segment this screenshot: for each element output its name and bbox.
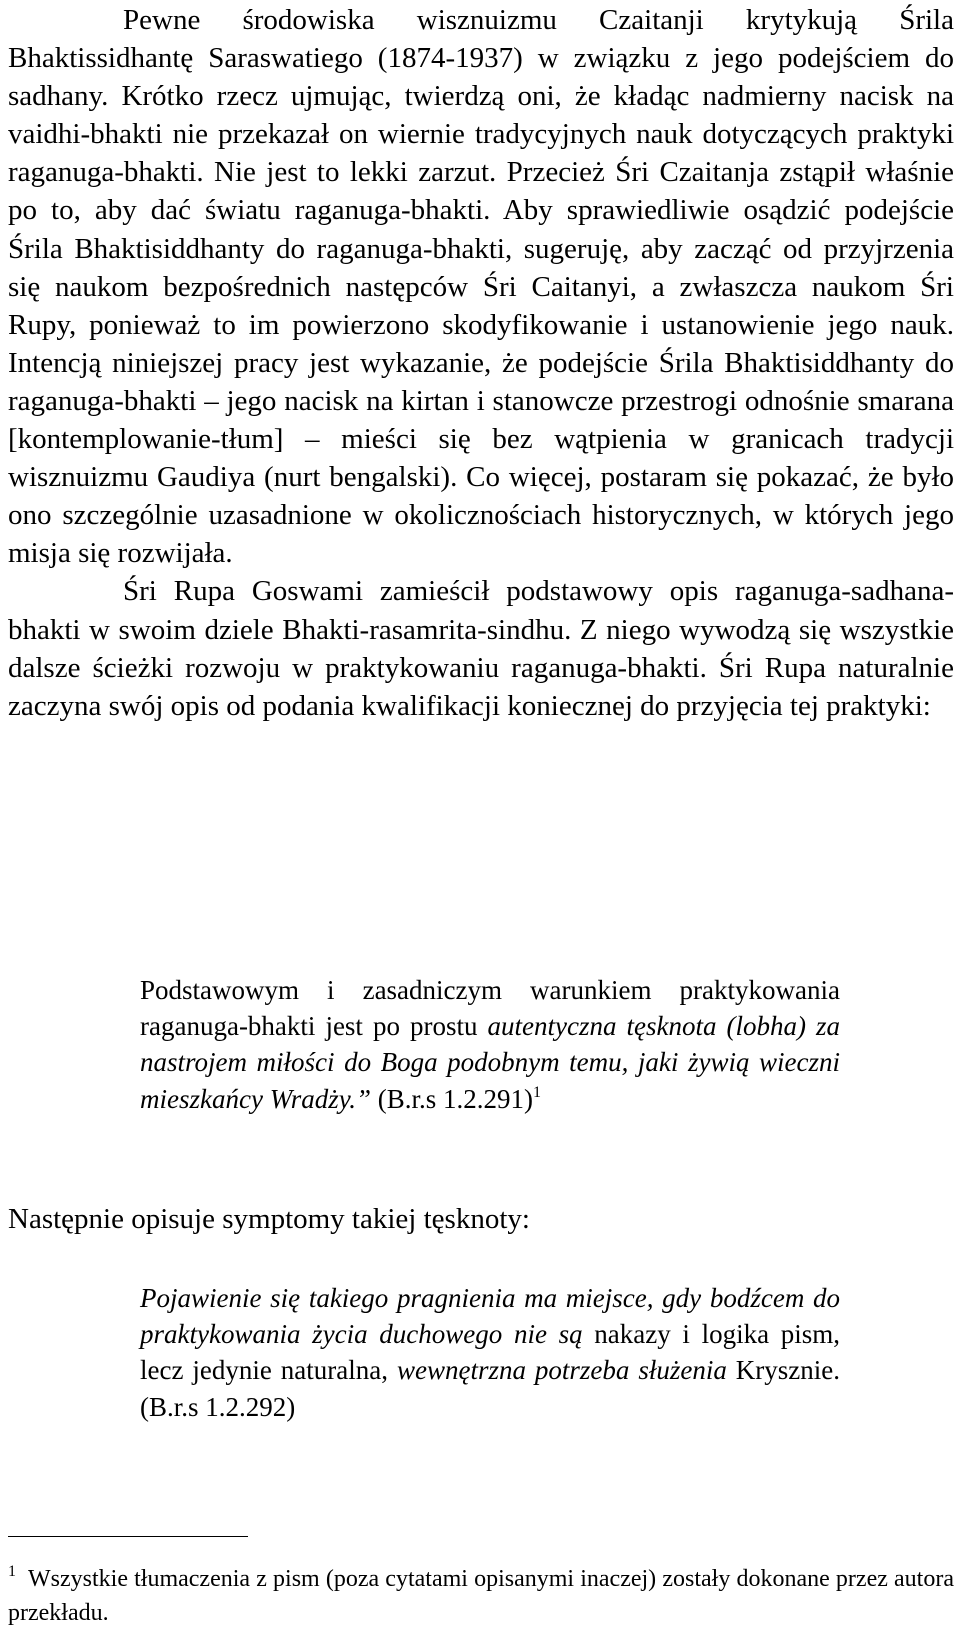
block-quote-qualification xyxy=(140,972,840,1117)
footnote-separator xyxy=(8,1536,248,1537)
main-text xyxy=(8,1,954,725)
footnote-text: Wszystkie tłumaczenia z pism (poza cytatami opisanymi inaczej) zostały dokonane przez autora przekładu. xyxy=(8,1566,954,1626)
quote-text-italic-a: Pojawienie się takiego pragnienia ma miejsce, gdy bodźcem do praktykowania życia duchowego nie są xyxy=(140,1283,840,1350)
quote-text-italic-b: wewnętrzna potrzeba służenia xyxy=(396,1355,727,1386)
footnote-reference-marker: 1 xyxy=(532,1083,541,1101)
paragraph-criticism: Pewne środowiska wisznuizmu Czaitanji krytykują Śrila Bhaktissidhantę Saraswatiego (1874-1937) w związku z jego podejściem do sadhany. Krótko rzecz ujmując, twierdzą oni, że kładąc nadmierny nacisk na vaidhi-bhakti nie przekazał on wiernie tradycyjnych nauk dotyczących praktyki raganuga-bhakti. Nie jest to lekki zarzut. Przecież Śri Czaitanja zstąpił właśnie po to, aby dać światu raganuga-bhakti. Aby sprawiedliwie osądzić podejście Śrila Bhaktisiddhanty do raganuga-bhakti, sugeruję, aby zacząć od przyjrzenia się naukom bezpośrednich następców Śri Caitanyi, a zwłaszcza naukom Śri Rupy, ponieważ to im powierzono skodyfikowanie i ustanowienie jego nauk. Intencją niniejszej pracy jest wykazanie, że podejście Śrila Bhaktisiddhanty do raganuga-bhakti – jego nacisk na kirtan i stanowcze przestrogi odnośnie smarana [kontemplowanie-tłum] – mieści się bez wątpienia w granicach tradycji wisznuizmu Gaudiya (nurt bengalski). Co więcej, postaram się pokazać, że było ono szczególnie uzasadnione w okolicznościach historycznych, w których jego misja się rozwijała. xyxy=(8,4,954,570)
paragraph-symptoms-intro: Następnie opisuje symptomy takiej tęsknoty: xyxy=(8,1203,530,1235)
block-quote-symptoms xyxy=(140,1280,840,1425)
quote-text-italic: autentyczna tęsknota (lobha) za nastrojem miłości do Boga podobnym temu, jaki żywią wieczni mieszkańcy Wradży.” xyxy=(140,1011,840,1114)
footnote xyxy=(8,1562,954,1630)
quote-text-plain-a: nakazy i logika pism, lecz jedynie naturalna, xyxy=(140,1319,840,1386)
quote-reference: (B.r.s 1.2.291) xyxy=(370,1083,533,1114)
quote-text-plain-b: Krysznie. (B.r.s 1.2.292) xyxy=(140,1355,841,1422)
footnote-marker: 1 xyxy=(8,1563,16,1580)
quote-text-plain: Podstawowym i zasadniczym warunkiem praktykowania raganuga-bhakti jest po prostu xyxy=(140,975,840,1042)
paragraph-rupa-goswami: Śri Rupa Goswami zamieścił podstawowy opis raganuga-sadhana-bhakti w swoim dziele Bhakti-rasamrita-sindhu. Z niego wywodzą się wszystkie dalsze ścieżki rozwoju w praktykowaniu raganuga-bhakti. Śri Rupa naturalnie zaczyna swój opis od podania kwalifikacji koniecznej do przyjęcia tej praktyki: xyxy=(8,575,954,722)
